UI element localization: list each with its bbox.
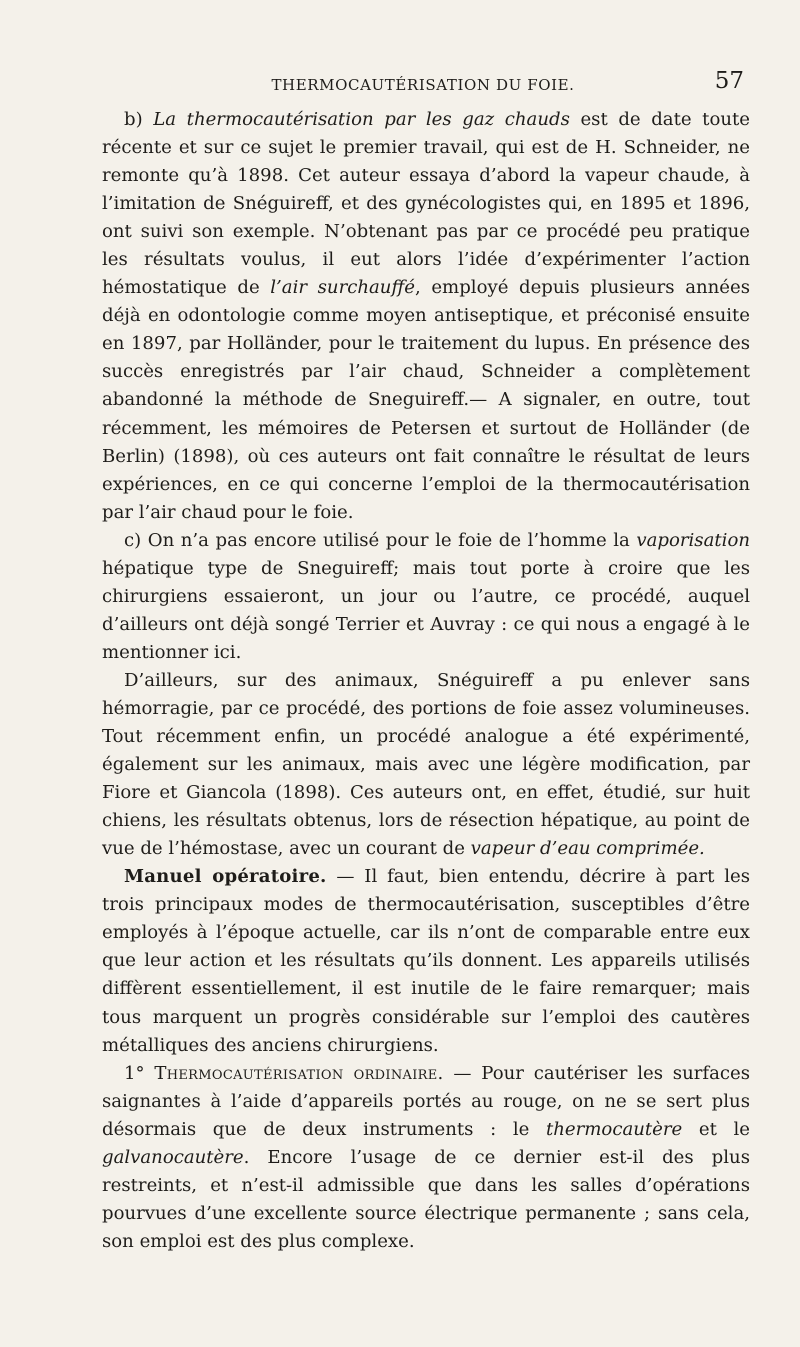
section-title: La thermocautérisation par les gaz chauds	[153, 109, 570, 130]
paragraph-label: 1°	[124, 1062, 155, 1084]
paragraph-1: 1° Thermocautérisation ordinaire. — Pour cautériser les surfaces saignantes à l’aide d’appareils portés au rouge, on ne se sert plus désormais que de deux instruments : le thermocautère et le galvanocautère. Encore l’usage de ce dernier est-il des plus restreints, et n’est-il admissible que dans les salles d’opérations pourvues d’une excellente source électrique permanente ; sans cela, son emploi est des plus complexe.	[102, 1062, 750, 1252]
paragraph-manuel: Manuel opératoire. — Il faut, bien entendu, décrire à part les trois principaux modes de thermocautérisation, susceptibles d’être employés à l’époque actuelle, car ils n’ont de comparable entre eux que leur action et les résultats qu’ils donnent. Les appareils utilisés diffèrent essentiellement, il est inutile de le faire remarquer; mais tous marquent un progrès considérable sur l’emploi des cautères métalliques des anciens chirurgiens.	[102, 866, 750, 1056]
paragraph-d: D’ailleurs, sur des animaux, Snéguireff a pu enlever sans hémorragie, par ce procédé, des portions de foie assez volumineuses. Tout récemment enfin, un procédé analogue a été expérimenté, également sur les animaux, mais avec une légère modification, par Fiore et Giancola (1898). Ces auteurs ont, en effet, étudié, sur huit chiens, les résultats obtenus, lors de résection hépatique, au point de vue de l’hémostase, avec un courant de vapeur d’eau comprimée.	[102, 669, 750, 860]
paragraph-c: c) On n’a pas encore utilisé pour le foie de l’homme la vaporisation hépatique type de Sneguireff; mais tout porte à croire que les chirurgiens essaieront, un jour ou l’autre, ce procédé, auquel d’ailleurs ont déjà songé Terrier et Auvray : ce qui nous a engagé à le mentionner ici.	[102, 529, 750, 663]
running-header	[108, 76, 738, 94]
body-text	[102, 106, 750, 1256]
subsection-heading: Thermocautérisation ordinaire.	[154, 1062, 444, 1084]
running-title: THERMOCAUTÉRISATION DU FOIE.	[271, 76, 575, 94]
section-heading: Manuel opératoire.	[124, 866, 327, 888]
paragraph-label: c)	[124, 529, 142, 551]
paragraph-label: b)	[124, 109, 143, 130]
paragraph-b: b) La thermocautérisation par les gaz chauds est de date toute récente et sur ce sujet le premier travail, qui est de H. Schneider, ne remonte qu’à 1898. Cet auteur essaya d’abord la vapeur chaude, à l’imitation de Snéguireff, et des gynécologistes qui, en 1895 et 1896, ont suivi son exemple. N’obtenant pas par ce procédé peu pratique les résultats voulus, il eut alors l’idée d’expérimenter l’action hémostatique de l’air surchauffé, employé depuis plusieurs années déjà en odontologie comme moyen antiseptique, et préconisé ensuite en 1897, par Holländer, pour le traitement du lupus. En présence des succès enregistrés par l’air chaud, Schneider a complètement abandonné la méthode de Sneguireff.— A signaler, en outre, tout récemment, les mémoires de Petersen et surtout de Holländer (de Berlin) (1898), où ces auteurs ont fait connaître le résultat de leurs expériences, en ce qui concerne l’emploi de la thermocautérisation par l’air chaud pour le foie.	[102, 109, 750, 523]
page-number: 57	[714, 68, 744, 94]
